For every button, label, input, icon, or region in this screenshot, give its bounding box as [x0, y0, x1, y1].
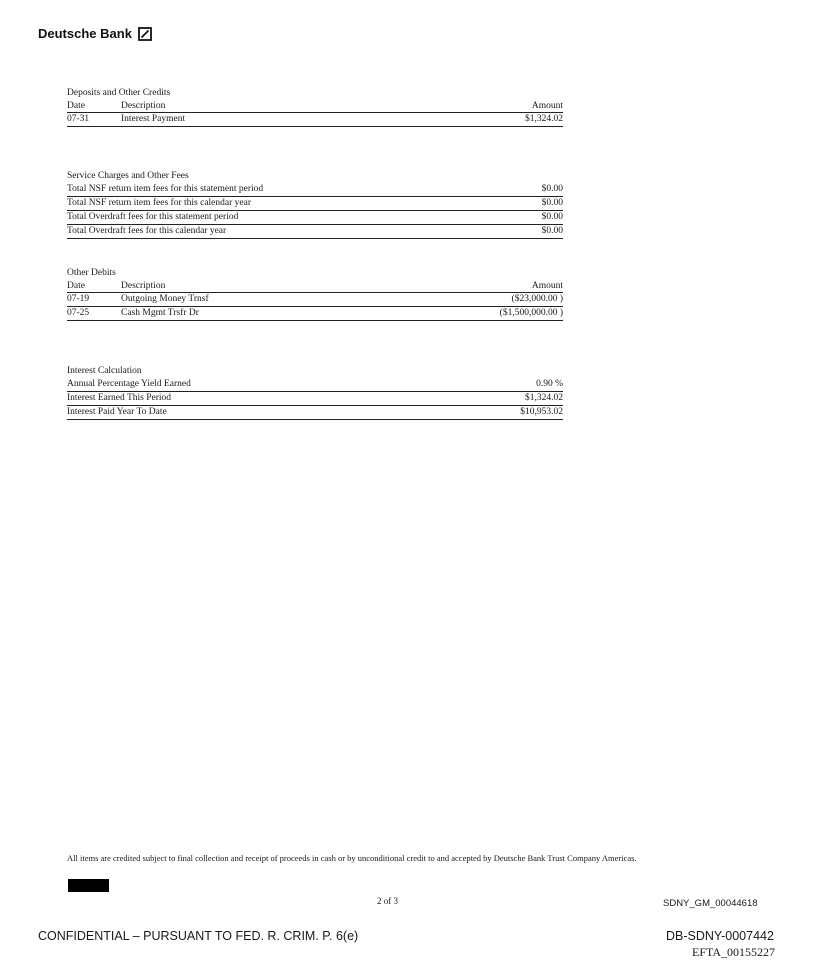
debits-description-header: Description [121, 281, 166, 291]
deposits-date-header: Date [67, 101, 85, 111]
fee-amount: $0.00 [541, 184, 563, 194]
interest-amount: $1,324.02 [525, 393, 563, 403]
interest-label: Interest Paid Year To Date [67, 407, 167, 417]
debit-amount: ($23,000.00 ) [511, 294, 563, 304]
table-row [67, 113, 563, 127]
fee-amount: $0.00 [541, 198, 563, 208]
debit-amount: ($1,500,000.00 ) [499, 308, 563, 318]
sdny-gm-bates: SDNY_GM_00044618 [663, 898, 758, 909]
deposit-description: Interest Payment [121, 114, 186, 124]
interest-label: Interest Earned This Period [67, 393, 172, 403]
interest-label: Annual Percentage Yield Earned [67, 379, 191, 389]
debits-title: Other Debits [67, 268, 116, 278]
debit-description: Outgoing Money Trnsf [121, 294, 209, 304]
fees-section [67, 170, 563, 239]
confidential-notice: CONFIDENTIAL – PURSUANT TO FED. R. CRIM. P. 6(e) [38, 929, 359, 943]
debits-amount-header: Amount [531, 281, 563, 291]
table-row [67, 406, 563, 420]
debit-date: 07-25 [67, 308, 90, 318]
fee-label: Total NSF return item fees for this statement period [67, 184, 264, 194]
table-row [67, 225, 563, 239]
debit-date: 07-19 [67, 294, 90, 304]
deposits-header-row [67, 100, 563, 113]
interest-section [67, 365, 563, 420]
fee-amount: $0.00 [541, 226, 563, 236]
fee-label: Total NSF return item fees for this calendar year [67, 198, 251, 208]
fee-label: Total Overdraft fees for this calendar year [67, 226, 227, 236]
table-row [67, 211, 563, 225]
deposits-section [67, 87, 563, 127]
deposit-date: 07-31 [67, 114, 90, 124]
fee-label: Total Overdraft fees for this statement period [67, 212, 239, 222]
deposits-title: Deposits and Other Credits [67, 88, 171, 98]
deposits-amount-header: Amount [531, 101, 563, 111]
db-sdny-bates: DB-SDNY-0007442 [666, 929, 774, 943]
debits-date-header: Date [67, 281, 85, 291]
redaction-box [68, 879, 109, 892]
table-row [67, 307, 563, 321]
table-row [67, 183, 563, 197]
interest-amount: $10,953.02 [520, 407, 563, 417]
interest-amount: 0.90 % [536, 379, 563, 389]
debit-description: Cash Mgmt Trsfr Dr [121, 308, 199, 318]
fee-amount: $0.00 [541, 212, 563, 222]
bank-name: Deutsche Bank [38, 26, 132, 41]
deposit-amount: $1,324.02 [525, 114, 563, 124]
debits-section [67, 267, 563, 321]
footer-note: All items are credited subject to final collection and receipt of proceeds in cash or by unconditional credit to and accepted by Deutsche Bank Trust Company Americas. [67, 853, 637, 863]
interest-title: Interest Calculation [67, 366, 142, 376]
efta-bates: EFTA_00155227 [692, 945, 776, 959]
deposits-description-header: Description [121, 101, 166, 111]
deutsche-bank-slash-logo-icon [138, 27, 152, 41]
bank-logo [38, 26, 152, 41]
table-row [67, 293, 563, 307]
page-number: 2 of 3 [377, 896, 398, 906]
fees-title: Service Charges and Other Fees [67, 171, 189, 181]
table-row [67, 392, 563, 406]
debits-header-row [67, 280, 563, 293]
table-row [67, 378, 563, 392]
table-row [67, 197, 563, 211]
